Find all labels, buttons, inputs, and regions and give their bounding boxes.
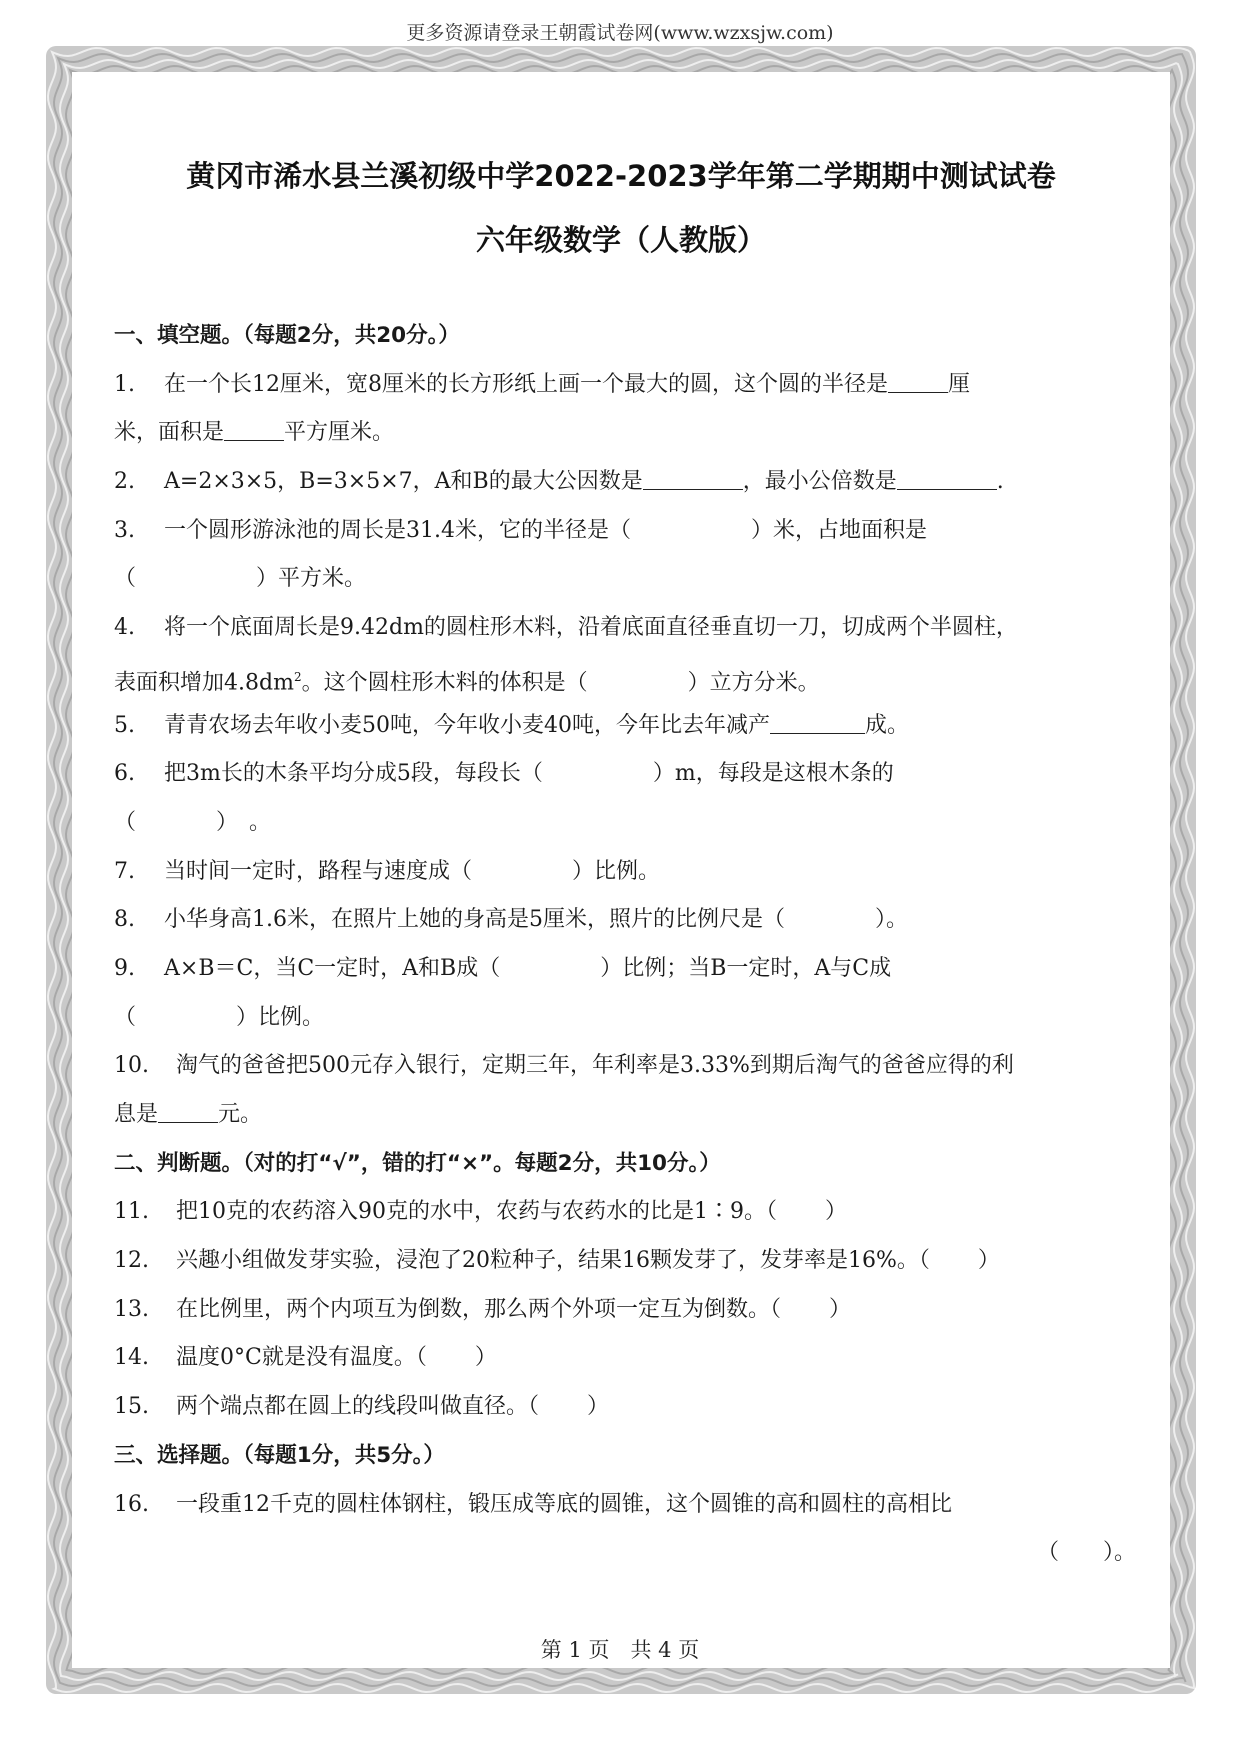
question-number: 10. — [114, 1053, 149, 1079]
question-number: 4. — [114, 615, 135, 641]
question-text: （ — [114, 809, 137, 835]
question-number: 1. — [114, 371, 135, 397]
answer-blank[interactable] — [158, 1100, 218, 1123]
question-text: 淘气的爸爸把500元存入银行，定期三年，年利率是3.33%到期后淘气的爸爸应得的利 — [176, 1053, 1014, 1079]
question-text: . — [996, 469, 1004, 495]
question-number: 3. — [114, 517, 135, 543]
question-text: ） — [474, 1345, 497, 1371]
section-judge-heading: 二、判断题。（对的打“√”，错的打“×”。每题2分，共10分。） — [114, 1150, 721, 1176]
question-text: ）平方米。 — [256, 566, 367, 592]
question-6-cont — [114, 799, 1144, 848]
exam-subtitle: 六年级数学（人教版） — [475, 223, 766, 257]
page-footer: 第 1 页 共 4 页 — [540, 1638, 700, 1662]
question-9 — [114, 945, 1144, 994]
question-text: 当时间一定时，路程与速度成（ — [164, 858, 473, 884]
question-text: （ — [1036, 1540, 1059, 1566]
watermark-header: 更多资源请登录王朝霞试卷网(www.wzxsjw.com) — [406, 22, 834, 44]
question-12 — [114, 1237, 1144, 1286]
question-14 — [114, 1334, 1144, 1383]
question-text: 厘 — [948, 371, 971, 397]
exam-title: 黄冈市浠水县兰溪初级中学2022-2023学年第二学期期中测试试卷 — [186, 159, 1056, 193]
question-text: 将一个底面周长是9.42dm的圆柱形木料，沿着底面直径垂直切一刀，切成两个半圆柱， — [164, 615, 1018, 641]
question-text: 在一个长12厘米，宽8厘米的长方形纸上画一个最大的圆，这个圆的半径是 — [164, 371, 888, 397]
question-text: A=2×3×5，B=3×5×7，A和B的最大公因数是 — [164, 469, 643, 495]
question-text: ）比例。 — [236, 1004, 325, 1030]
question-text: 小华身高1.6米，在照片上她的身高是5厘米，照片的比例尺是（ — [164, 907, 785, 933]
question-text: ）。 — [875, 907, 909, 933]
question-15 — [114, 1383, 1144, 1432]
exam-content — [114, 312, 1144, 1578]
answer-blank[interactable] — [888, 370, 948, 393]
question-1 — [114, 361, 1144, 410]
question-text: 两个端点都在圆上的线段叫做直径。（ — [176, 1394, 540, 1420]
exam-paper — [72, 72, 1170, 1668]
question-3-cont — [114, 555, 1144, 604]
question-text: ）比例。 — [572, 858, 661, 884]
question-number: 2. — [114, 469, 135, 495]
question-number: 12. — [114, 1248, 149, 1274]
answer-blank[interactable] — [643, 467, 743, 490]
question-4-cont — [114, 653, 1144, 702]
question-text: 米，面积是 — [114, 420, 225, 446]
superscript: 2 — [293, 669, 302, 684]
question-16 — [114, 1481, 1144, 1530]
section-fill-heading: 一、填空题。（每题2分，共20分。） — [114, 323, 460, 348]
question-number: 14. — [114, 1345, 149, 1371]
question-number: 5. — [114, 712, 135, 738]
question-number: 11. — [114, 1199, 149, 1225]
answer-blank[interactable] — [897, 467, 997, 490]
question-3 — [114, 507, 1144, 556]
question-text: （ — [114, 566, 137, 592]
question-10 — [114, 1042, 1144, 1091]
question-text: 平方厘米。 — [284, 420, 395, 446]
question-text: ） — [977, 1248, 1000, 1274]
question-text: ） — [824, 1199, 847, 1225]
question-4 — [114, 604, 1144, 653]
question-text: 。这个圆柱形木料的体积是（ — [301, 670, 588, 696]
section-choice-heading: 三、选择题。（每题1分，共5分。） — [114, 1442, 445, 1468]
question-text: ）。 — [1102, 1540, 1136, 1566]
question-text: 兴趣小组做发芽实验，浸泡了20粒种子，结果16颗发芽了，发芽率是16%。（ — [176, 1248, 930, 1274]
question-2 — [114, 458, 1144, 507]
question-text: 元。 — [218, 1102, 263, 1127]
question-number: 6. — [114, 761, 135, 787]
question-text: 息是 — [114, 1102, 159, 1127]
question-text: ）比例；当B一定时，A与C成 — [600, 955, 892, 981]
question-text: ，最小公倍数是 — [742, 469, 897, 495]
question-number: 13. — [114, 1296, 149, 1322]
question-text: ）m，每段是这根木条的 — [652, 761, 894, 787]
question-number: 7. — [114, 858, 135, 884]
question-text: 成。 — [865, 712, 910, 738]
question-10-cont — [114, 1091, 1144, 1140]
question-text: ） — [587, 1394, 610, 1420]
question-text: 青青农场去年收小麦50吨，今年收小麦40吨，今年比去年减产 — [164, 712, 770, 738]
question-text: （ — [114, 1004, 137, 1030]
question-7 — [114, 848, 1144, 897]
question-number: 9. — [114, 955, 135, 981]
question-text: 表面积增加4.8dm — [114, 670, 294, 696]
question-text: A×B＝C，当C一定时，A和B成（ — [164, 955, 501, 981]
question-text: ） 。 — [216, 809, 272, 835]
question-text: 一个圆形游泳池的周长是31.4米，它的半径是（ — [164, 517, 631, 543]
question-13 — [114, 1286, 1144, 1335]
question-number: 8. — [114, 907, 135, 933]
question-5 — [114, 702, 1144, 751]
question-text: ）米，占地面积是 — [751, 517, 928, 543]
question-text: ）立方分米。 — [687, 670, 820, 696]
question-16-answer — [114, 1529, 1144, 1578]
question-number: 16. — [114, 1491, 149, 1517]
question-text: 在比例里，两个内项互为倒数，那么两个外项一定互为倒数。（ — [176, 1296, 782, 1322]
question-number: 15. — [114, 1394, 149, 1420]
question-text: 把3m长的木条平均分成5段，每段长（ — [164, 761, 543, 787]
answer-blank[interactable] — [770, 711, 865, 734]
answer-blank[interactable] — [224, 418, 284, 441]
question-text: 把10克的农药溶入90克的水中，农药与农药水的比是1∶9。（ — [176, 1199, 777, 1225]
question-11 — [114, 1188, 1144, 1237]
question-8 — [114, 896, 1144, 945]
question-9-cont — [114, 994, 1144, 1043]
question-1-cont — [114, 409, 1144, 458]
question-6 — [114, 750, 1144, 799]
question-text: 温度0°C就是没有温度。（ — [176, 1345, 427, 1371]
question-text: 一段重12千克的圆柱体钢柱，锻压成等底的圆锥，这个圆锥的高和圆柱的高相比 — [176, 1491, 952, 1517]
question-text: ） — [829, 1296, 852, 1322]
